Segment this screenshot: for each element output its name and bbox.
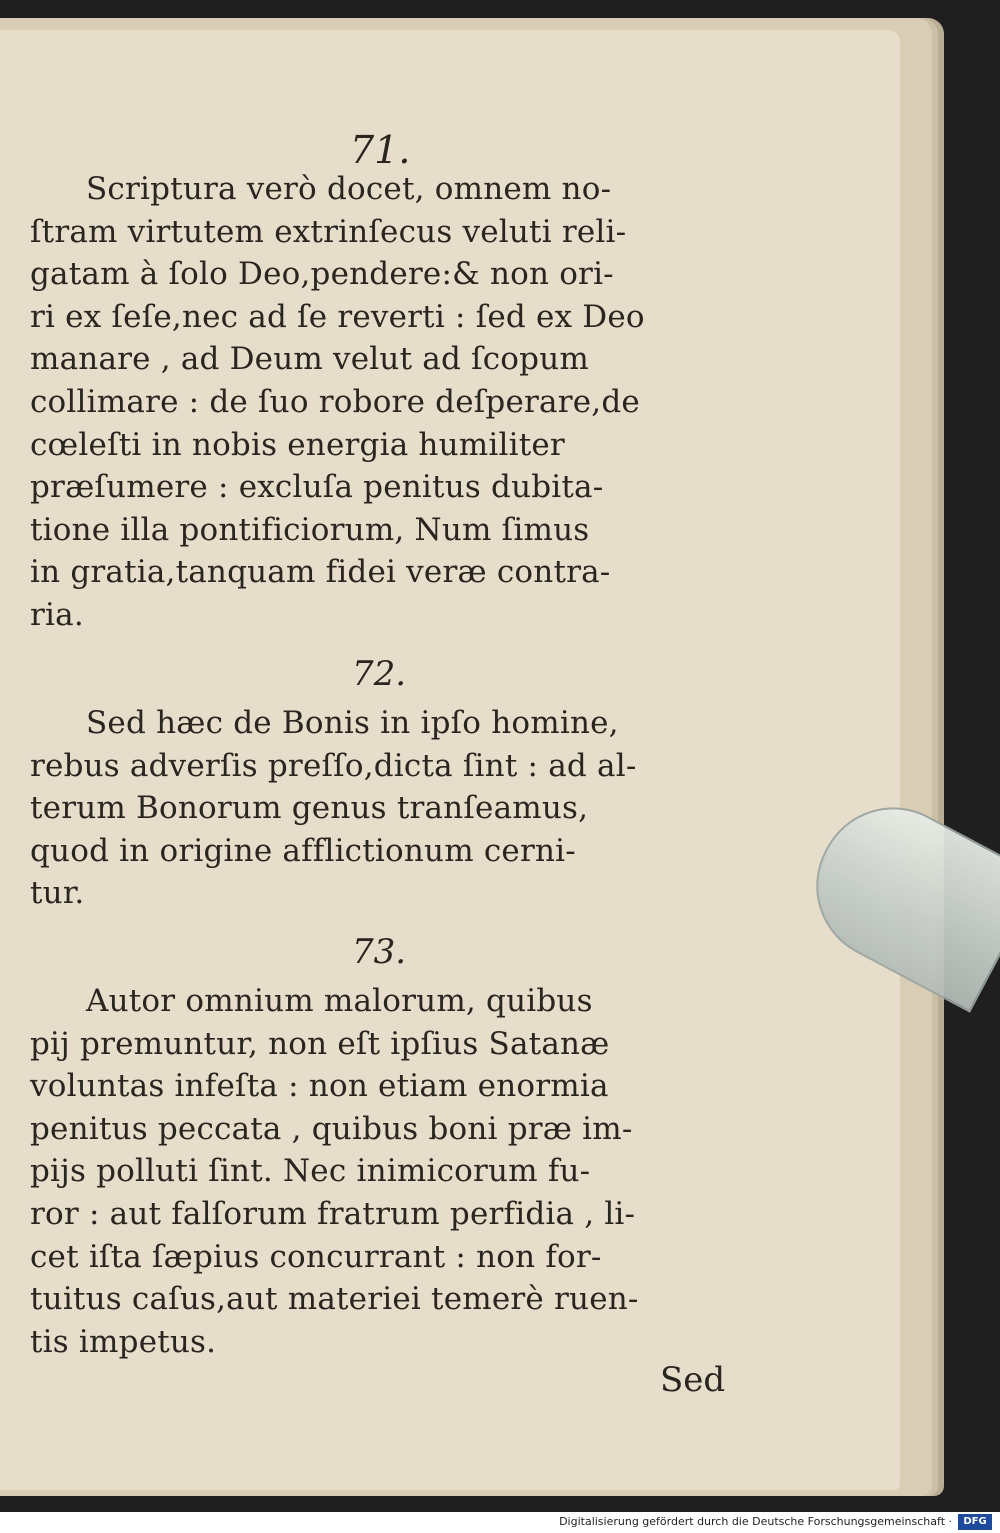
- text-line: ror : aut falſorum fratrum perfidia , li-: [30, 1195, 636, 1232]
- text-line: pij premuntur, non eſt ipſius Satanæ: [30, 1025, 610, 1062]
- text-line: Autor omnium malorum, quibus: [86, 983, 593, 1019]
- text-line: ſtram virtutem extrinſecus veluti reli-: [30, 213, 627, 250]
- text-line: quod in origine afflictionum cerni-: [30, 832, 576, 869]
- text-line: tuitus caſus,aut materiei temerè ruen-: [30, 1281, 639, 1318]
- dfg-logo: DFG: [958, 1514, 992, 1530]
- paragraph-71: [30, 168, 742, 637]
- book-page: [0, 30, 900, 1490]
- text-line: præſumere : excluſa penitus dubita-: [30, 469, 604, 506]
- section-number-72: 72.: [352, 654, 407, 694]
- footer-bar: [0, 1512, 1000, 1533]
- text-line: tis impetus.: [30, 1323, 217, 1360]
- text-line: gatam à ſolo Deo,pendere:& non ori-: [30, 256, 614, 293]
- text-line: rebus adverſis preſſo,dicta ſint : ad al-: [30, 747, 637, 784]
- text-line: cet iſta ſæpius concurrant : non for-: [30, 1238, 602, 1275]
- text-line: collimare : de ſuo robore deſperare,de: [30, 383, 640, 420]
- text-line: cœleſti in nobis energia humiliter: [30, 426, 565, 463]
- paragraph-72: [30, 702, 742, 915]
- footer-credit: Digitalisierung gefördert durch die Deutsche Forschungsgemeinschaft ·: [559, 1515, 952, 1528]
- catchword: Sed: [660, 1360, 726, 1400]
- text-line: in gratia,tanquam fidei veræ contra-: [30, 554, 611, 591]
- paragraph-73: [30, 980, 742, 1363]
- section-number-73: 73.: [352, 932, 407, 972]
- text-line: Sed hæc de Bonis in ipſo homine,: [86, 705, 619, 741]
- page-number: 71.: [350, 128, 411, 172]
- text-line: penitus peccata , quibus boni præ im-: [30, 1110, 633, 1147]
- text-line: Scriptura verò docet, omnem no-: [86, 171, 612, 207]
- text-line: tur.: [30, 875, 85, 912]
- text-line: ria.: [30, 596, 84, 633]
- text-line: ri ex ſeſe,nec ad ſe reverti : ſed ex Deo: [30, 298, 645, 335]
- text-line: manare , ad Deum velut ad ſcopum: [30, 341, 589, 378]
- text-line: terum Bonorum genus tranſeamus,: [30, 790, 589, 827]
- text-line: tione illa pontificiorum, Num ſimus: [30, 511, 590, 548]
- text-line: voluntas infeſta : non etiam enormia: [30, 1068, 609, 1105]
- text-line: pijs polluti ſint. Nec inimicorum fu-: [30, 1153, 591, 1190]
